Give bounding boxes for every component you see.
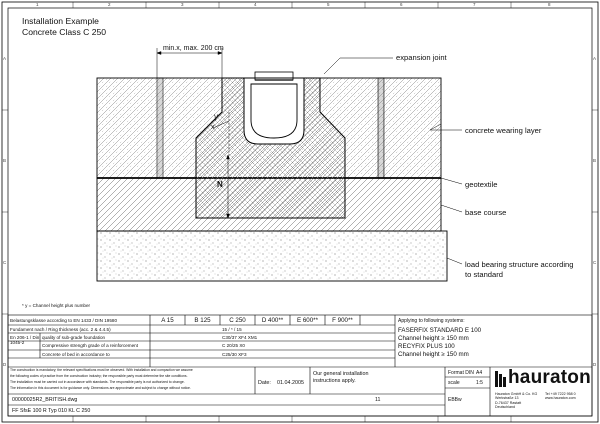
website: www.hauraton.com: [545, 396, 576, 401]
channel-interior: [251, 84, 297, 138]
tb-anm: En 206-1 / Din 1045-2: [10, 335, 40, 346]
file-reference: FF SfsE 100 R Typ 010 KL C 250: [12, 408, 91, 414]
tb-row4-label: Concrete of bed in accordance to: [42, 352, 110, 357]
dim-y-label: y: [214, 112, 218, 121]
callout-expansion-joint: expansion joint: [396, 53, 447, 62]
date-value: 01.04.2005: [277, 380, 304, 386]
system-1-height: Channel height ≥ 150 mm: [398, 335, 469, 342]
dim-x-label: x: [211, 124, 215, 131]
grid-col-3: 3: [181, 2, 184, 7]
callout-load-bearing-1: load bearing structure according: [465, 260, 574, 269]
phone: Tel +49 7222 958 0: [545, 392, 576, 396]
drawing-number: 00000025R2_BRITISH.dwg: [12, 397, 78, 403]
grid-row-d: D: [3, 362, 7, 367]
grid-row-c: C: [3, 260, 7, 265]
grid-row-b-right: B: [593, 158, 597, 163]
drawing-ref: EBBw: [448, 397, 462, 403]
address-block: [495, 392, 537, 409]
tb-row4-value: C25/30 XF3: [222, 352, 247, 357]
grid-col-1: 1: [36, 2, 39, 7]
system-2: RECYFIX PLUS 100: [398, 343, 455, 350]
note-4: The information in this document is for guidance only. Dimensions are approximate and subject to change without notice.: [10, 386, 191, 390]
note-1: The construction is mandatory; the relevant specifications must be observed. With installation and compaction we assume: [10, 368, 193, 372]
note-3: The installation must be carried out in accordance with standards. The responsible party is not authorized to change.: [10, 380, 185, 384]
format-value: A4: [476, 370, 483, 376]
system-1: FASERFIX STANDARD E 100: [398, 327, 482, 334]
grid-row-a-right: A: [593, 56, 597, 61]
grid-row-a: A: [3, 56, 7, 61]
grid-col-2: 2: [108, 2, 111, 7]
footnote: * y = Channel height plus number: [22, 303, 91, 308]
tb-row3-value: C 20/25 X0: [222, 343, 245, 348]
address-line-1: Hauraton GmbH & Co. KG: [495, 392, 538, 396]
grid-col-6: 6: [400, 2, 403, 7]
system-2-height: Channel height ≥ 150 mm: [398, 351, 469, 358]
date-label: Date:: [258, 380, 271, 386]
company-logo: hauraton: [508, 367, 591, 388]
expansion-joint-left: [157, 78, 163, 178]
grid-col-4: 4: [254, 2, 257, 7]
drawing-subtitle: Concrete Class C 250: [22, 27, 107, 37]
drawing-title: Installation Example: [22, 16, 99, 26]
tb-standard-label: Belastungsklasse according to EN 1433 / DIN 19580: [10, 318, 117, 323]
dim-width-label: min.x, max. 200 cm: [163, 45, 224, 52]
class-c250: C 250: [229, 317, 246, 324]
address-line-4: Deutschland: [495, 404, 515, 409]
callout-wearing-layer: concrete wearing layer: [465, 126, 542, 135]
scale-label: scale: [448, 380, 460, 386]
tb-row1-label: Fundament nach / Ring thickness (acc. 2 & 4.4.5): [10, 327, 111, 332]
address-line-2: Werkstraße 13: [495, 396, 519, 401]
tb-row3-label: Compressive strength grade of a reinforcement: [42, 343, 139, 348]
contact-block: [545, 392, 576, 401]
class-e600: E 600**: [297, 317, 318, 324]
note-2: the following codes of practice from the construction industry; the responsible party must determine the site conditions.: [10, 374, 188, 378]
class-b125: B 125: [194, 317, 211, 324]
class-d400: D 400**: [261, 317, 284, 324]
grid-col-5: 5: [327, 2, 330, 7]
callout-load-bearing-2: to standard: [465, 270, 503, 279]
revision-number: 11: [375, 397, 381, 403]
general-instructions-2: instructions apply.: [313, 378, 356, 384]
load-bearing-layer: [97, 231, 447, 281]
callout-geotextile: geotextile: [465, 180, 498, 189]
callout-base-course: base course: [465, 208, 507, 217]
class-f900: F 900**: [332, 317, 353, 324]
scale-value: 1:5: [476, 380, 483, 386]
grid-row-b: B: [3, 158, 7, 163]
expansion-joint-right: [378, 78, 384, 178]
class-a15: A 15: [161, 317, 174, 324]
grating: [255, 72, 293, 80]
grid-col-7: 7: [473, 2, 476, 7]
tb-pmt: quality of sub-grade foundation: [42, 335, 106, 340]
tb-row2-value: C30/37 XF4 XM1: [222, 335, 258, 340]
general-instructions-1: Our general installation: [313, 371, 369, 377]
tb-row1-value: 15 / * / 15: [222, 327, 242, 332]
grid-row-c-right: C: [593, 260, 597, 265]
dim-n-label: N: [217, 180, 223, 189]
apply-header: Applying to following systems:: [398, 318, 465, 324]
grid-row-d-right: D: [593, 362, 597, 367]
grid-col-8: 8: [548, 2, 551, 7]
format-label: Format DIN: [448, 370, 474, 376]
hauraton-logo-mark: [495, 371, 506, 387]
address-line-3: D-76437 Rastatt: [495, 400, 522, 405]
